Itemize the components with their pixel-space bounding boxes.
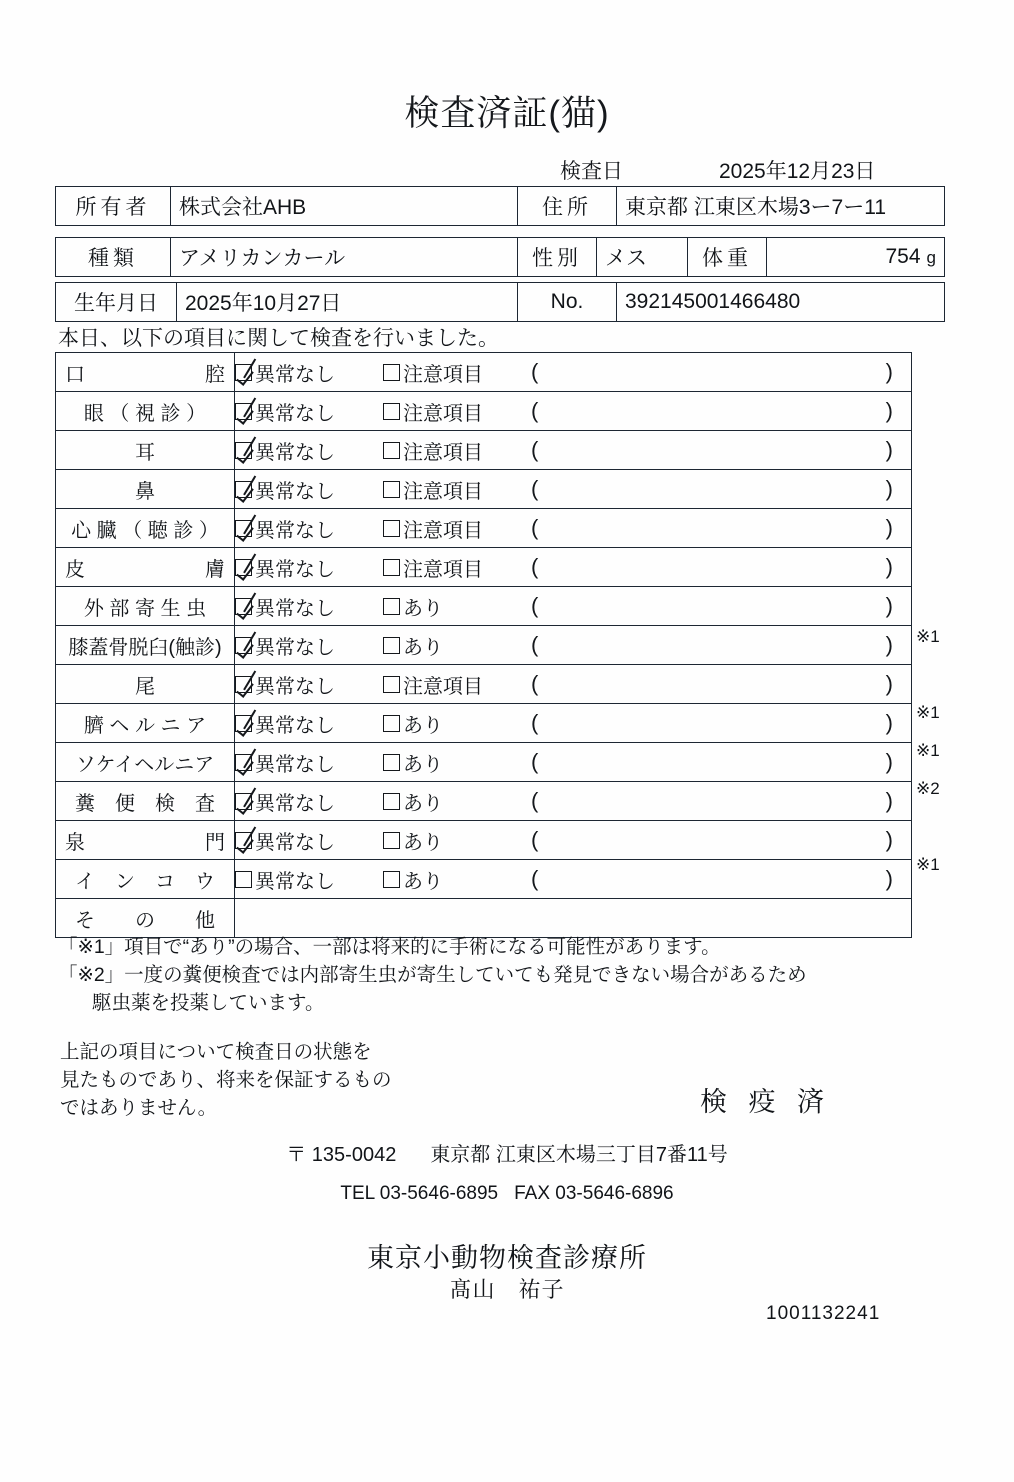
inspection-row — [56, 626, 912, 665]
empty-box-icon[interactable] — [235, 871, 252, 888]
footnote-marker: ※2 — [916, 779, 940, 798]
inspection-item-options — [235, 548, 912, 587]
footnote-marker — [916, 656, 996, 694]
microchip-no-value: 392145001466480 — [617, 283, 945, 322]
checkbox-normal-label: 異常なし — [255, 519, 335, 542]
inspection-other-field[interactable] — [235, 899, 912, 938]
inspection-item-options — [235, 743, 912, 782]
address-value: 東京都 江東区木場3ー7ー11 — [617, 187, 945, 226]
checkbox-normal[interactable] — [235, 709, 383, 738]
owner-info-table — [55, 186, 945, 226]
checkbox-secondary[interactable] — [383, 865, 523, 894]
inspection-row — [56, 470, 912, 509]
paren-open: ( — [531, 788, 539, 813]
inspection-row — [56, 821, 912, 860]
checkbox-secondary[interactable] — [383, 592, 523, 621]
footnote-2-line1: 「※2」一度の糞便検査では内部寄生虫が寄生していても発見できない場合があるため — [58, 964, 807, 986]
checked-box-icon[interactable] — [235, 832, 252, 849]
checkbox-secondary[interactable] — [383, 787, 523, 816]
inspection-item-options — [235, 509, 912, 548]
footnote-marker — [916, 466, 996, 504]
birthdate-value: 2025年10月27日 — [177, 283, 518, 322]
disclaimer-text — [60, 1038, 392, 1122]
inspection-item-options — [235, 665, 912, 704]
checkbox-normal-label: 異常なし — [255, 480, 335, 503]
inspection-item-label: 泉 門 — [56, 821, 235, 860]
telephone-number: TEL 03-5646-6895 — [340, 1183, 499, 1204]
inspection-item-label: 眼 （ 視 診 ） — [56, 392, 235, 431]
inspection-row — [56, 665, 912, 704]
paren-open: ( — [531, 710, 539, 735]
paren-close: ) — [885, 827, 893, 852]
checkbox-normal[interactable] — [235, 592, 383, 621]
inspection-row — [56, 392, 912, 431]
empty-box-icon[interactable] — [383, 559, 400, 576]
footer-contact — [0, 1183, 1014, 1205]
exam-date-label: 検査日 — [560, 160, 623, 183]
paren-open: ( — [531, 359, 539, 384]
checkbox-secondary[interactable] — [383, 475, 523, 504]
inspection-item-label-other: そ の 他 — [56, 899, 235, 938]
checkbox-normal[interactable] — [235, 631, 383, 660]
inspection-item-options — [235, 470, 912, 509]
animal-kind-table — [55, 237, 945, 277]
checkbox-secondary-label: 注意項目 — [403, 558, 483, 581]
checkbox-secondary-label: 注意項目 — [403, 519, 483, 542]
paren-open: ( — [531, 554, 539, 579]
checkbox-normal-label: 異常なし — [255, 792, 335, 815]
footer-address — [0, 1138, 1014, 1167]
inspection-item-options — [235, 704, 912, 743]
checkbox-normal-label: 異常なし — [255, 675, 335, 698]
postal-code: 〒 135-0042 — [286, 1144, 397, 1166]
checkbox-normal-label: 異常なし — [255, 558, 335, 581]
paren-close: ) — [885, 671, 893, 696]
empty-box-icon[interactable] — [383, 832, 400, 849]
inspection-note-field[interactable] — [523, 827, 911, 853]
inspection-row — [56, 353, 912, 392]
clinic-name: 東京小動物検査診療所 — [367, 1243, 647, 1273]
paren-close: ) — [885, 359, 893, 384]
checkbox-normal-label: 異常なし — [255, 441, 335, 464]
paren-close: ) — [885, 788, 893, 813]
paren-close: ) — [885, 476, 893, 501]
inspection-note-field[interactable] — [523, 632, 911, 658]
checkbox-secondary-label: あり — [403, 792, 443, 815]
inspection-note-field[interactable] — [523, 866, 911, 892]
checkbox-secondary[interactable] — [383, 748, 523, 777]
paren-close: ) — [885, 515, 893, 540]
checkbox-normal[interactable] — [235, 436, 383, 465]
exam-date-value: 2025年12月23日 — [719, 160, 876, 183]
checkbox-secondary[interactable] — [383, 709, 523, 738]
checkbox-normal-label: 異常なし — [255, 597, 335, 620]
empty-box-icon[interactable] — [383, 520, 400, 537]
inspection-note-field[interactable] — [523, 671, 911, 697]
paren-close: ) — [885, 593, 893, 618]
checked-box-icon[interactable] — [235, 793, 252, 810]
inspection-table — [55, 352, 912, 938]
checkbox-normal[interactable] — [235, 748, 383, 777]
paren-close: ) — [885, 749, 893, 774]
checkbox-normal[interactable] — [235, 475, 383, 504]
inspection-item-label: 心 臓 （ 聴 診 ） — [56, 509, 235, 548]
footnote-marker — [916, 390, 996, 428]
kind-label: 種類 — [56, 238, 171, 277]
paren-close: ) — [885, 866, 893, 891]
paren-open: ( — [531, 476, 539, 501]
empty-box-icon[interactable] — [383, 481, 400, 498]
inspection-row — [56, 509, 912, 548]
empty-box-icon[interactable] — [383, 793, 400, 810]
table-row — [56, 187, 945, 226]
inspection-item-options — [235, 587, 912, 626]
quarantine-stamp: 検 疫 済 — [700, 1087, 832, 1117]
checkbox-normal-label: 異常なし — [255, 363, 335, 386]
checkbox-secondary[interactable] — [383, 553, 523, 582]
checkbox-normal-label: 異常なし — [255, 402, 335, 425]
empty-box-icon[interactable] — [383, 442, 400, 459]
kind-value: アメリカンカール — [171, 238, 518, 277]
checked-box-icon[interactable] — [235, 598, 252, 615]
footnote-1: 「※1」項目で“あり”の場合、一部は将来的に手術になる可能性があります。 — [58, 936, 721, 958]
empty-box-icon[interactable] — [383, 403, 400, 420]
inspection-item-options — [235, 626, 912, 665]
sex-label: 性別 — [518, 238, 597, 277]
footnote-marker — [916, 504, 996, 542]
owner-label: 所有者 — [56, 187, 171, 226]
page-title: 検査済証(猫) — [404, 94, 610, 133]
weight-unit: g — [926, 248, 936, 267]
checked-box-icon[interactable] — [235, 559, 252, 576]
footnote-marker — [916, 808, 996, 846]
checked-box-icon[interactable] — [235, 481, 252, 498]
paren-open: ( — [531, 632, 539, 657]
veterinarian-name: 髙山 祐子 — [449, 1277, 565, 1302]
inspection-item-options — [235, 392, 912, 431]
sex-value: メス — [597, 238, 688, 277]
inspection-item-label: 口 腔 — [56, 353, 235, 392]
inspection-row — [56, 704, 912, 743]
birthdate-label: 生年月日 — [56, 283, 177, 322]
inspection-row — [56, 860, 912, 899]
checkbox-secondary-label: 注意項目 — [403, 480, 483, 503]
checkbox-normal[interactable] — [235, 865, 383, 894]
weight-value: 754 — [885, 245, 921, 268]
checked-box-icon[interactable] — [235, 403, 252, 420]
checkbox-secondary-label: あり — [403, 831, 443, 854]
checkbox-normal[interactable] — [235, 826, 383, 855]
reference-number: 1001132241 — [766, 1303, 881, 1324]
empty-box-icon[interactable] — [383, 598, 400, 615]
checkbox-normal[interactable] — [235, 787, 383, 816]
table-row — [56, 283, 945, 322]
checked-box-icon[interactable] — [235, 754, 252, 771]
footnote-marker — [916, 542, 996, 580]
empty-box-icon[interactable] — [383, 754, 400, 771]
checkbox-normal-label: 異常なし — [255, 714, 335, 737]
inspection-note-field[interactable] — [523, 359, 911, 385]
inspection-item-label: 糞 便 検 査 — [56, 782, 235, 821]
inspection-row-other — [56, 899, 912, 938]
animal-id-table — [55, 282, 945, 322]
checkbox-secondary-label: あり — [403, 753, 443, 776]
inspection-item-label: 耳 — [56, 431, 235, 470]
paren-open: ( — [531, 515, 539, 540]
inspection-note-field[interactable] — [523, 515, 911, 541]
inspection-item-label: 臍 ヘ ル ニ ア — [56, 704, 235, 743]
checkbox-secondary-label: あり — [403, 636, 443, 659]
inspection-note-field[interactable] — [523, 554, 911, 580]
inspection-item-label: 外 部 寄 生 虫 — [56, 587, 235, 626]
checkbox-normal-label: 異常なし — [255, 831, 335, 854]
checkbox-secondary-label: 注意項目 — [403, 675, 483, 698]
checkbox-secondary[interactable] — [383, 514, 523, 543]
checkbox-normal-label: 異常なし — [255, 870, 335, 893]
empty-box-icon[interactable] — [383, 637, 400, 654]
checkbox-secondary[interactable] — [383, 631, 523, 660]
footnote-marker — [916, 428, 996, 466]
footnote-marker: ※1 — [916, 627, 940, 646]
table-row — [56, 238, 945, 277]
inspection-item-label: イ ン コ ウ — [56, 860, 235, 899]
checkbox-normal[interactable] — [235, 514, 383, 543]
owner-value: 株式会社AHB — [171, 187, 518, 226]
inspection-item-options — [235, 431, 912, 470]
checkbox-secondary[interactable] — [383, 670, 523, 699]
disclaimer-line-3: ではありません。 — [60, 1097, 218, 1119]
fax-number: FAX 03-5646-6896 — [514, 1183, 674, 1204]
microchip-no-label: No. — [518, 283, 617, 322]
checked-box-icon[interactable] — [235, 676, 252, 693]
footnotes — [58, 933, 948, 1017]
checkbox-normal[interactable] — [235, 553, 383, 582]
lead-sentence: 本日、以下の項目に関して検査を行いました。 — [58, 327, 499, 350]
inspection-row — [56, 431, 912, 470]
paren-close: ) — [885, 632, 893, 657]
inspection-item-options — [235, 860, 912, 899]
checkbox-secondary[interactable] — [383, 436, 523, 465]
checkbox-secondary[interactable] — [383, 397, 523, 426]
footnote-marker-column — [916, 352, 996, 884]
empty-box-icon[interactable] — [383, 676, 400, 693]
checkbox-secondary-label: あり — [403, 597, 443, 620]
paren-open: ( — [531, 437, 539, 462]
disclaimer-line-2: 見たものであり、将来を保証するもの — [60, 1069, 392, 1091]
checkbox-secondary-label: 注意項目 — [403, 402, 483, 425]
inspection-row — [56, 743, 912, 782]
paren-close: ) — [885, 398, 893, 423]
empty-box-icon[interactable] — [383, 715, 400, 732]
checkbox-normal-label: 異常なし — [255, 636, 335, 659]
inspection-item-label: 膝蓋骨脱臼(触診) — [56, 626, 235, 665]
footnote-marker: ※1 — [916, 741, 940, 760]
checkbox-normal[interactable] — [235, 397, 383, 426]
inspection-note-field[interactable] — [523, 710, 911, 736]
footnote-marker: ※1 — [916, 703, 940, 722]
checkbox-normal[interactable] — [235, 670, 383, 699]
paren-close: ) — [885, 554, 893, 579]
checkbox-secondary-label: あり — [403, 870, 443, 893]
paren-open: ( — [531, 749, 539, 774]
footnote-marker — [916, 352, 996, 390]
inspection-item-label: ソケイヘルニア — [56, 743, 235, 782]
checked-box-icon[interactable] — [235, 715, 252, 732]
inspection-item-options — [235, 353, 912, 392]
inspection-row — [56, 587, 912, 626]
inspection-note-field[interactable] — [523, 788, 911, 814]
checked-box-icon[interactable] — [235, 364, 252, 381]
checkbox-normal[interactable] — [235, 358, 383, 387]
street-address: 東京都 江東区木場三丁目7番11号 — [430, 1144, 728, 1166]
paren-close: ) — [885, 437, 893, 462]
inspection-item-label: 鼻 — [56, 470, 235, 509]
inspection-item-label: 尾 — [56, 665, 235, 704]
inspection-note-field[interactable] — [523, 476, 911, 502]
disclaimer-line-1: 上記の項目について検査日の状態を — [60, 1041, 372, 1063]
inspection-item-options — [235, 782, 912, 821]
paren-open: ( — [531, 671, 539, 696]
footnote-marker: ※1 — [916, 855, 940, 874]
weight-value-cell — [767, 238, 945, 277]
empty-box-icon[interactable] — [383, 364, 400, 381]
checkbox-secondary[interactable] — [383, 826, 523, 855]
paren-open: ( — [531, 593, 539, 618]
checkbox-secondary[interactable] — [383, 358, 523, 387]
inspection-note-field[interactable] — [523, 593, 911, 619]
checkbox-normal-label: 異常なし — [255, 753, 335, 776]
footnote-marker — [916, 580, 996, 618]
inspection-item-options — [235, 821, 912, 860]
weight-label: 体重 — [688, 238, 767, 277]
checked-box-icon[interactable] — [235, 520, 252, 537]
footnote-2-line2: 駆虫薬を投薬しています。 — [92, 992, 325, 1014]
inspection-note-field[interactable] — [523, 398, 911, 424]
paren-close: ) — [885, 710, 893, 735]
inspection-row — [56, 548, 912, 587]
paren-open: ( — [531, 398, 539, 423]
checkbox-secondary-label: 注意項目 — [403, 363, 483, 386]
inspection-note-field[interactable] — [523, 437, 911, 463]
exam-date-row — [560, 155, 945, 185]
address-label: 住所 — [518, 187, 617, 226]
checked-box-icon[interactable] — [235, 637, 252, 654]
inspection-item-label: 皮 膚 — [56, 548, 235, 587]
empty-box-icon[interactable] — [383, 871, 400, 888]
inspection-note-field[interactable] — [523, 749, 911, 775]
paren-open: ( — [531, 866, 539, 891]
paren-open: ( — [531, 827, 539, 852]
checkbox-secondary-label: あり — [403, 714, 443, 737]
checked-box-icon[interactable] — [235, 442, 252, 459]
inspection-row — [56, 782, 912, 821]
checkbox-secondary-label: 注意項目 — [403, 441, 483, 464]
